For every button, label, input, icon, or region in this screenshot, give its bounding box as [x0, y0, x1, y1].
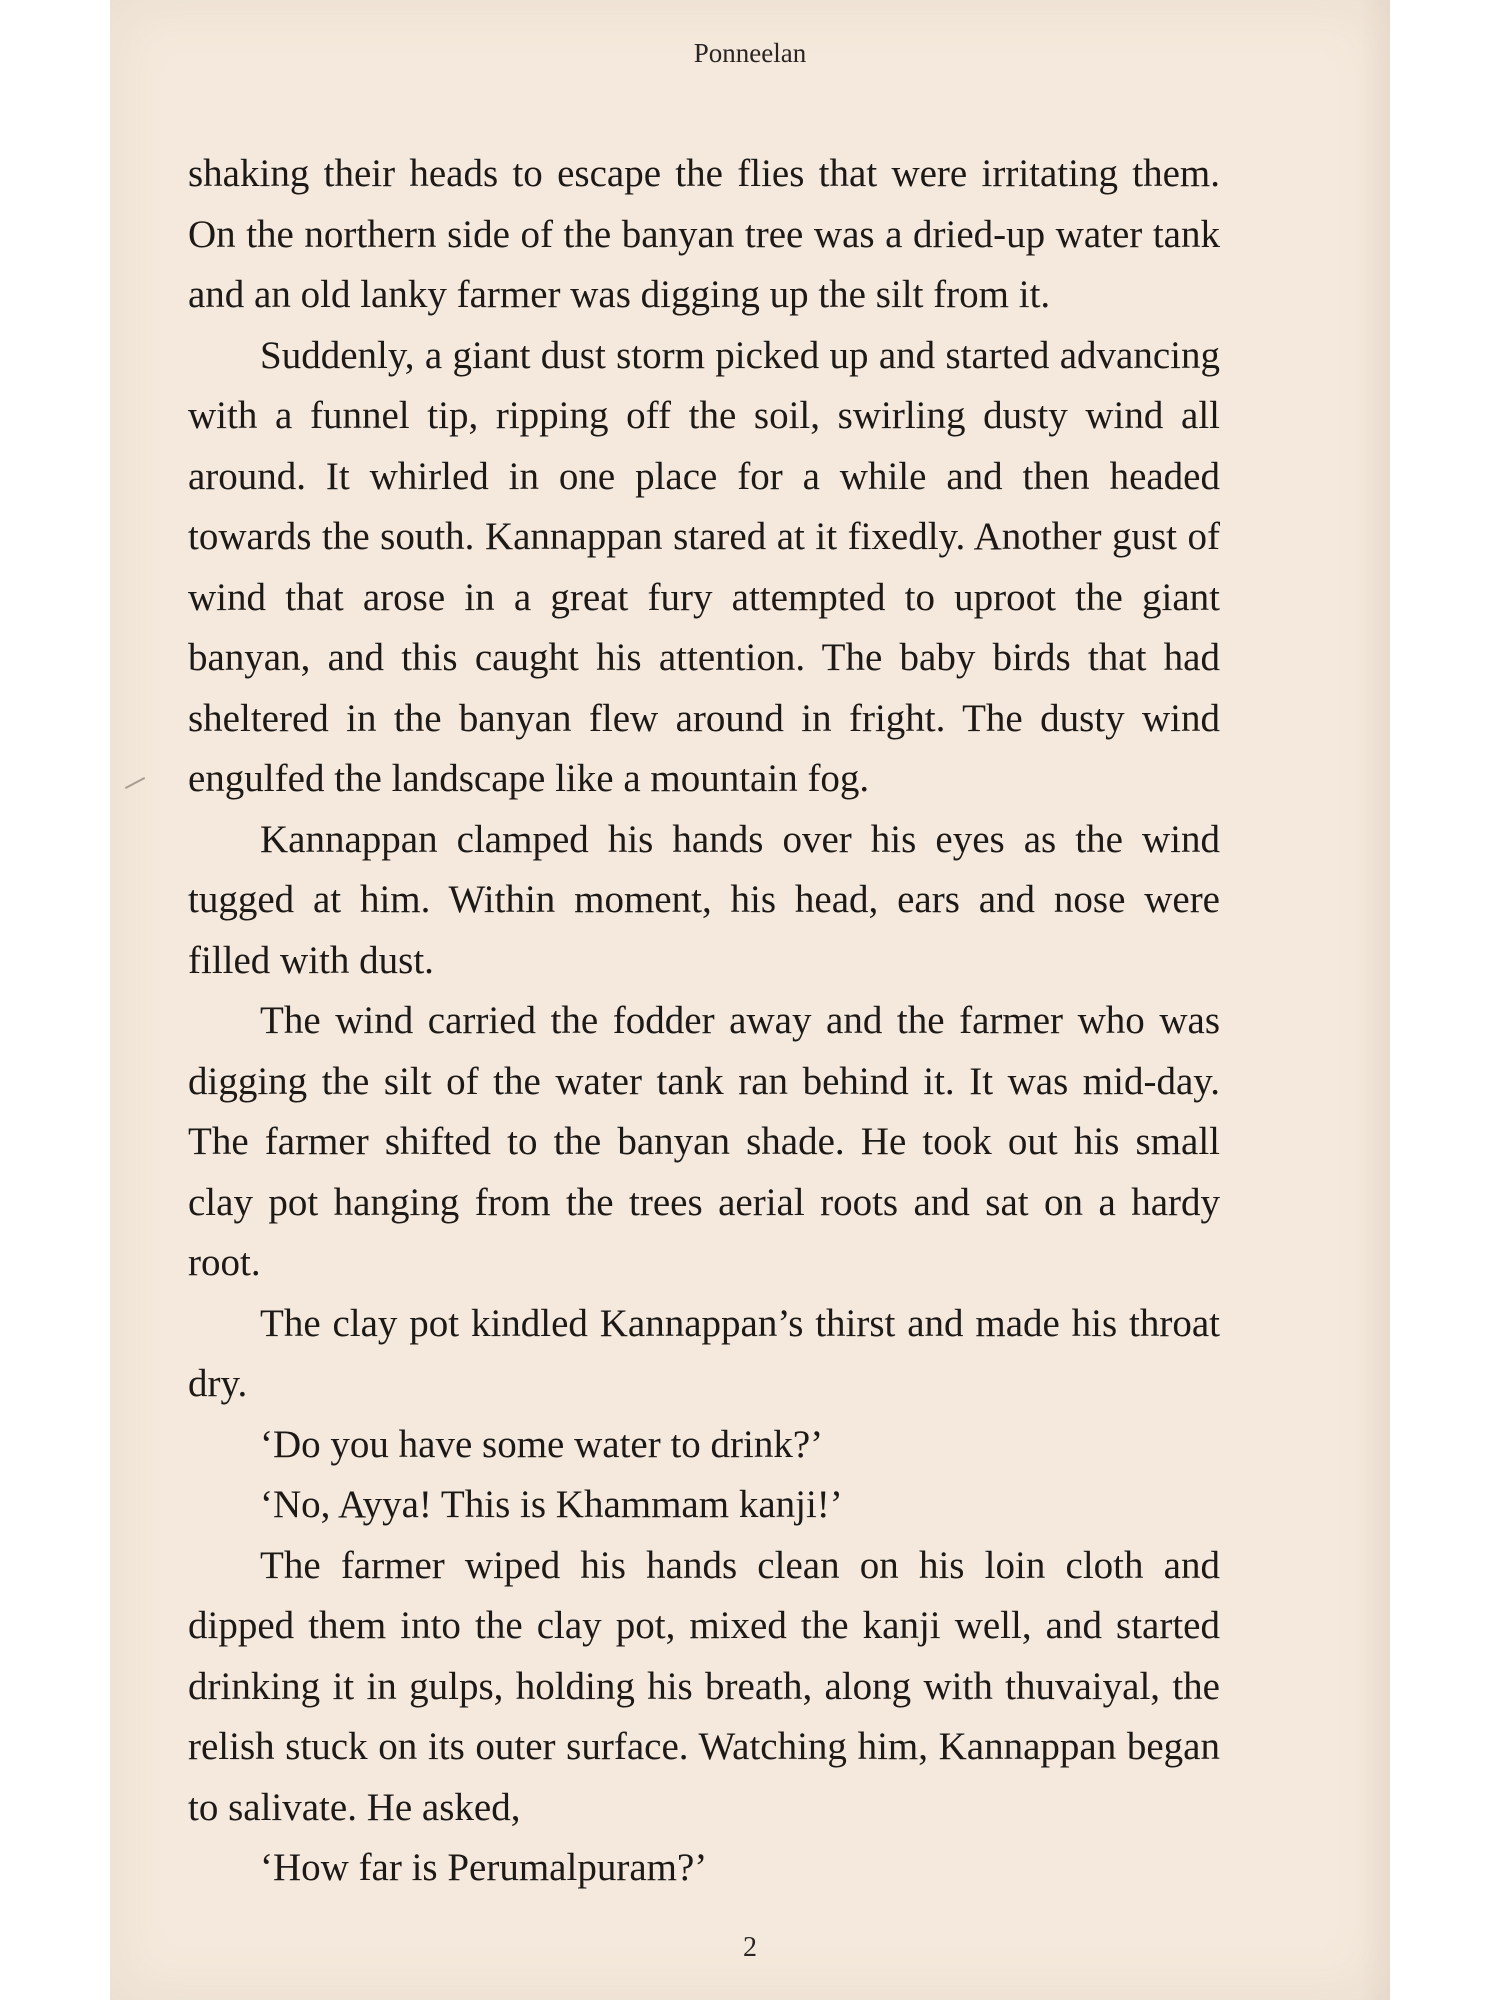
paragraph: The clay pot kindled Kannappan’s thirst and made his throat dry.: [188, 1301, 1220, 1405]
dialogue-line: ‘No, Ayya! This is Khammam kanji!’: [260, 1483, 843, 1526]
dialogue-line: ‘Do you have some water to drink?’: [260, 1422, 824, 1466]
book-page: [110, 0, 1390, 2000]
page-edge-shadow: [1360, 0, 1390, 2000]
page-number: 2: [743, 1932, 757, 1963]
margin-pencil-mark: [125, 777, 145, 789]
paragraph: Suddenly, a giant dust storm picked up and started advancing with a funnel tip, ripping off the soil, swirling dusty wind all around. It whirled in one place for a while and then headed towards the south. Kannappan stared at it fixedly. Another gust of wind that arose in a great fury attempted to uproot the giant banyan, and this caught his attention. The baby birds that had sheltered in the banyan flew around in fright. The dusty wind engulfed the landscape like a mountain fog.: [188, 333, 1220, 800]
dialogue-line: ‘How far is Perumalpuram?’: [260, 1846, 708, 1889]
body-text: [188, 144, 1220, 1899]
paragraph: The farmer wiped his hands clean on his loin cloth and dipped them into the clay pot, mixed the kanji well, and started drinking it in gulps, holding his breath, along with thuvaiyal, the relish stuck on its outer surface. Watching him, Kannappan began to salivate. He asked,: [188, 1543, 1220, 1829]
paragraph: Kannappan clamped his hands over his eyes as the wind tugged at him. Within moment, his head, ears and nose were filled with dust.: [188, 817, 1220, 982]
paragraph: shaking their heads to escape the flies that were irritating them. On the northern side of the banyan tree was a dried-up water tank and an old lanky farmer was digging up the silt from it.: [188, 152, 1220, 316]
paragraph: The wind carried the fodder away and the farmer who was digging the silt of the water tank ran behind it. It was mid-day. The farmer shifted to the banyan shade. He took out his small clay pot hanging from the trees aerial roots and sat on a hardy root.: [188, 999, 1220, 1284]
running-head: Ponneelan: [693, 38, 807, 68]
